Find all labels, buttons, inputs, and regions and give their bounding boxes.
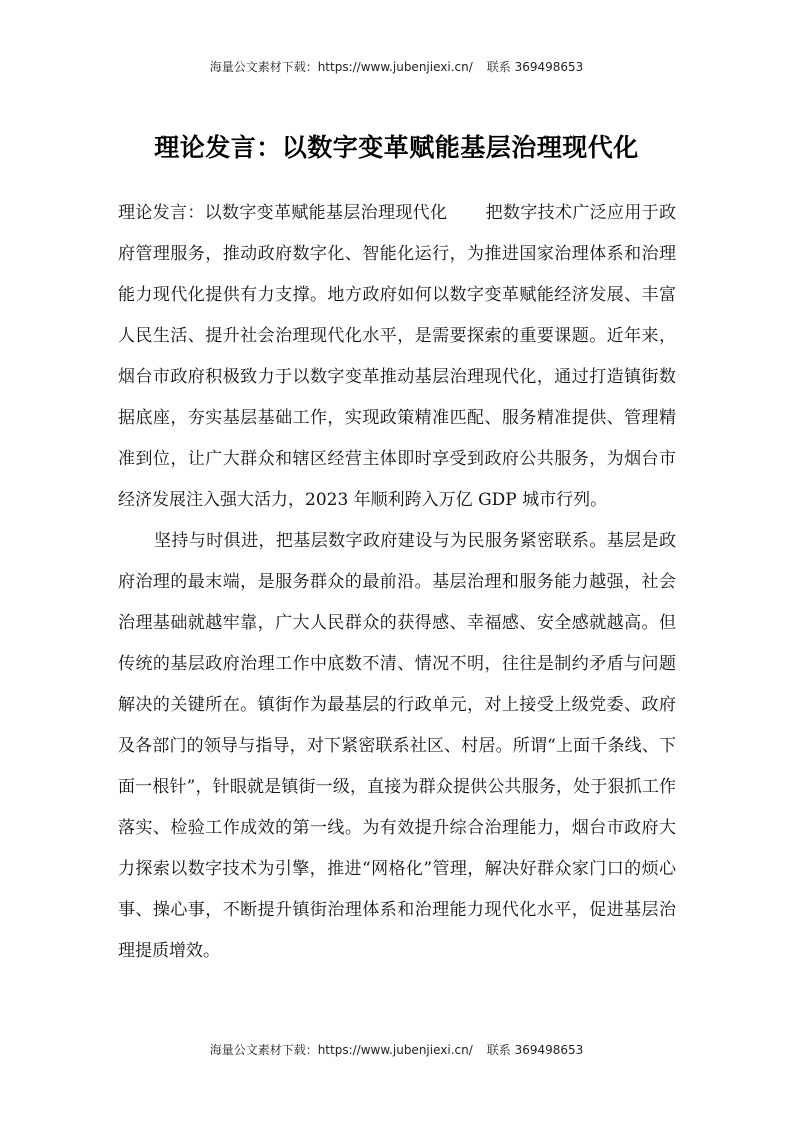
paragraph-1-text: 把数字技术广泛应用于政府管理服务，推动政府数字化、智能化运行，为推进国家治理体系和治理能力现代化提供有力支撑。地方政府如何以数字变革赋能经济发展、丰富人民生活、提升社会治理现代化水平，是需要探索的重要课题。近年来，烟台市政府积极致力于以数字变革推动基层治理现代化，通过打造镇街数据底座，夯实基层基础工作，实现政策精准匹配、服务精准提供、管理精准到位，让广大群众和辖区经营主体即时享受到政府公共服务，为烟台市经济发展注入强大活力，2023 年顺利跨入万亿 GDP 城市行列。 [118,203,677,510]
paragraph-1 [118,193,676,521]
footer-contact: 联系 369498653 [486,1043,584,1057]
paragraph-2: 坚持与时俱进，把基层数字政府建设与为民服务紧密联系。基层是政府治理的最末端，是服务群众的最前沿。基层治理和服务能力越强，社会治理基础就越牢靠，广大人民群众的获得感、幸福感、安全感就越高。但传统的基层政府治理工作中底数不清、情况不明，往往是制约矛盾与问题解决的关键所在。镇街作为最基层的行政单元，对上接受上级党委、政府及各部门的领导与指导，对下紧密联系社区、村居。所谓“上面千条线、下面一根针”，针眼就是镇街一级，直接为群众提供公共服务，处于狠抓工作落实、检验工作成效的第一线。为有效提升综合治理能力，烟台市政府大力探索以数字技术为引擎，推进“网格化”管理，解决好群众家门口的烦心事、操心事，不断提升镇街治理体系和治理能力现代化水平，促进基层治理提质增效。 [118,531,676,961]
inline-title: 理论发言：以数字变革赋能基层治理现代化 [118,203,448,223]
page-header [0,58,793,75]
document-title: 理论发言：以数字变革赋能基层治理现代化 [154,133,639,162]
header-site-link[interactable]: 海量公文素材下载：https://www.jubenjiexi.cn/ [209,60,473,74]
document-body [118,193,676,972]
footer-site-link[interactable]: 海量公文素材下载：https://www.jubenjiexi.cn/ [209,1043,473,1057]
page-footer [0,1041,793,1058]
header-contact: 联系 369498653 [486,60,584,74]
